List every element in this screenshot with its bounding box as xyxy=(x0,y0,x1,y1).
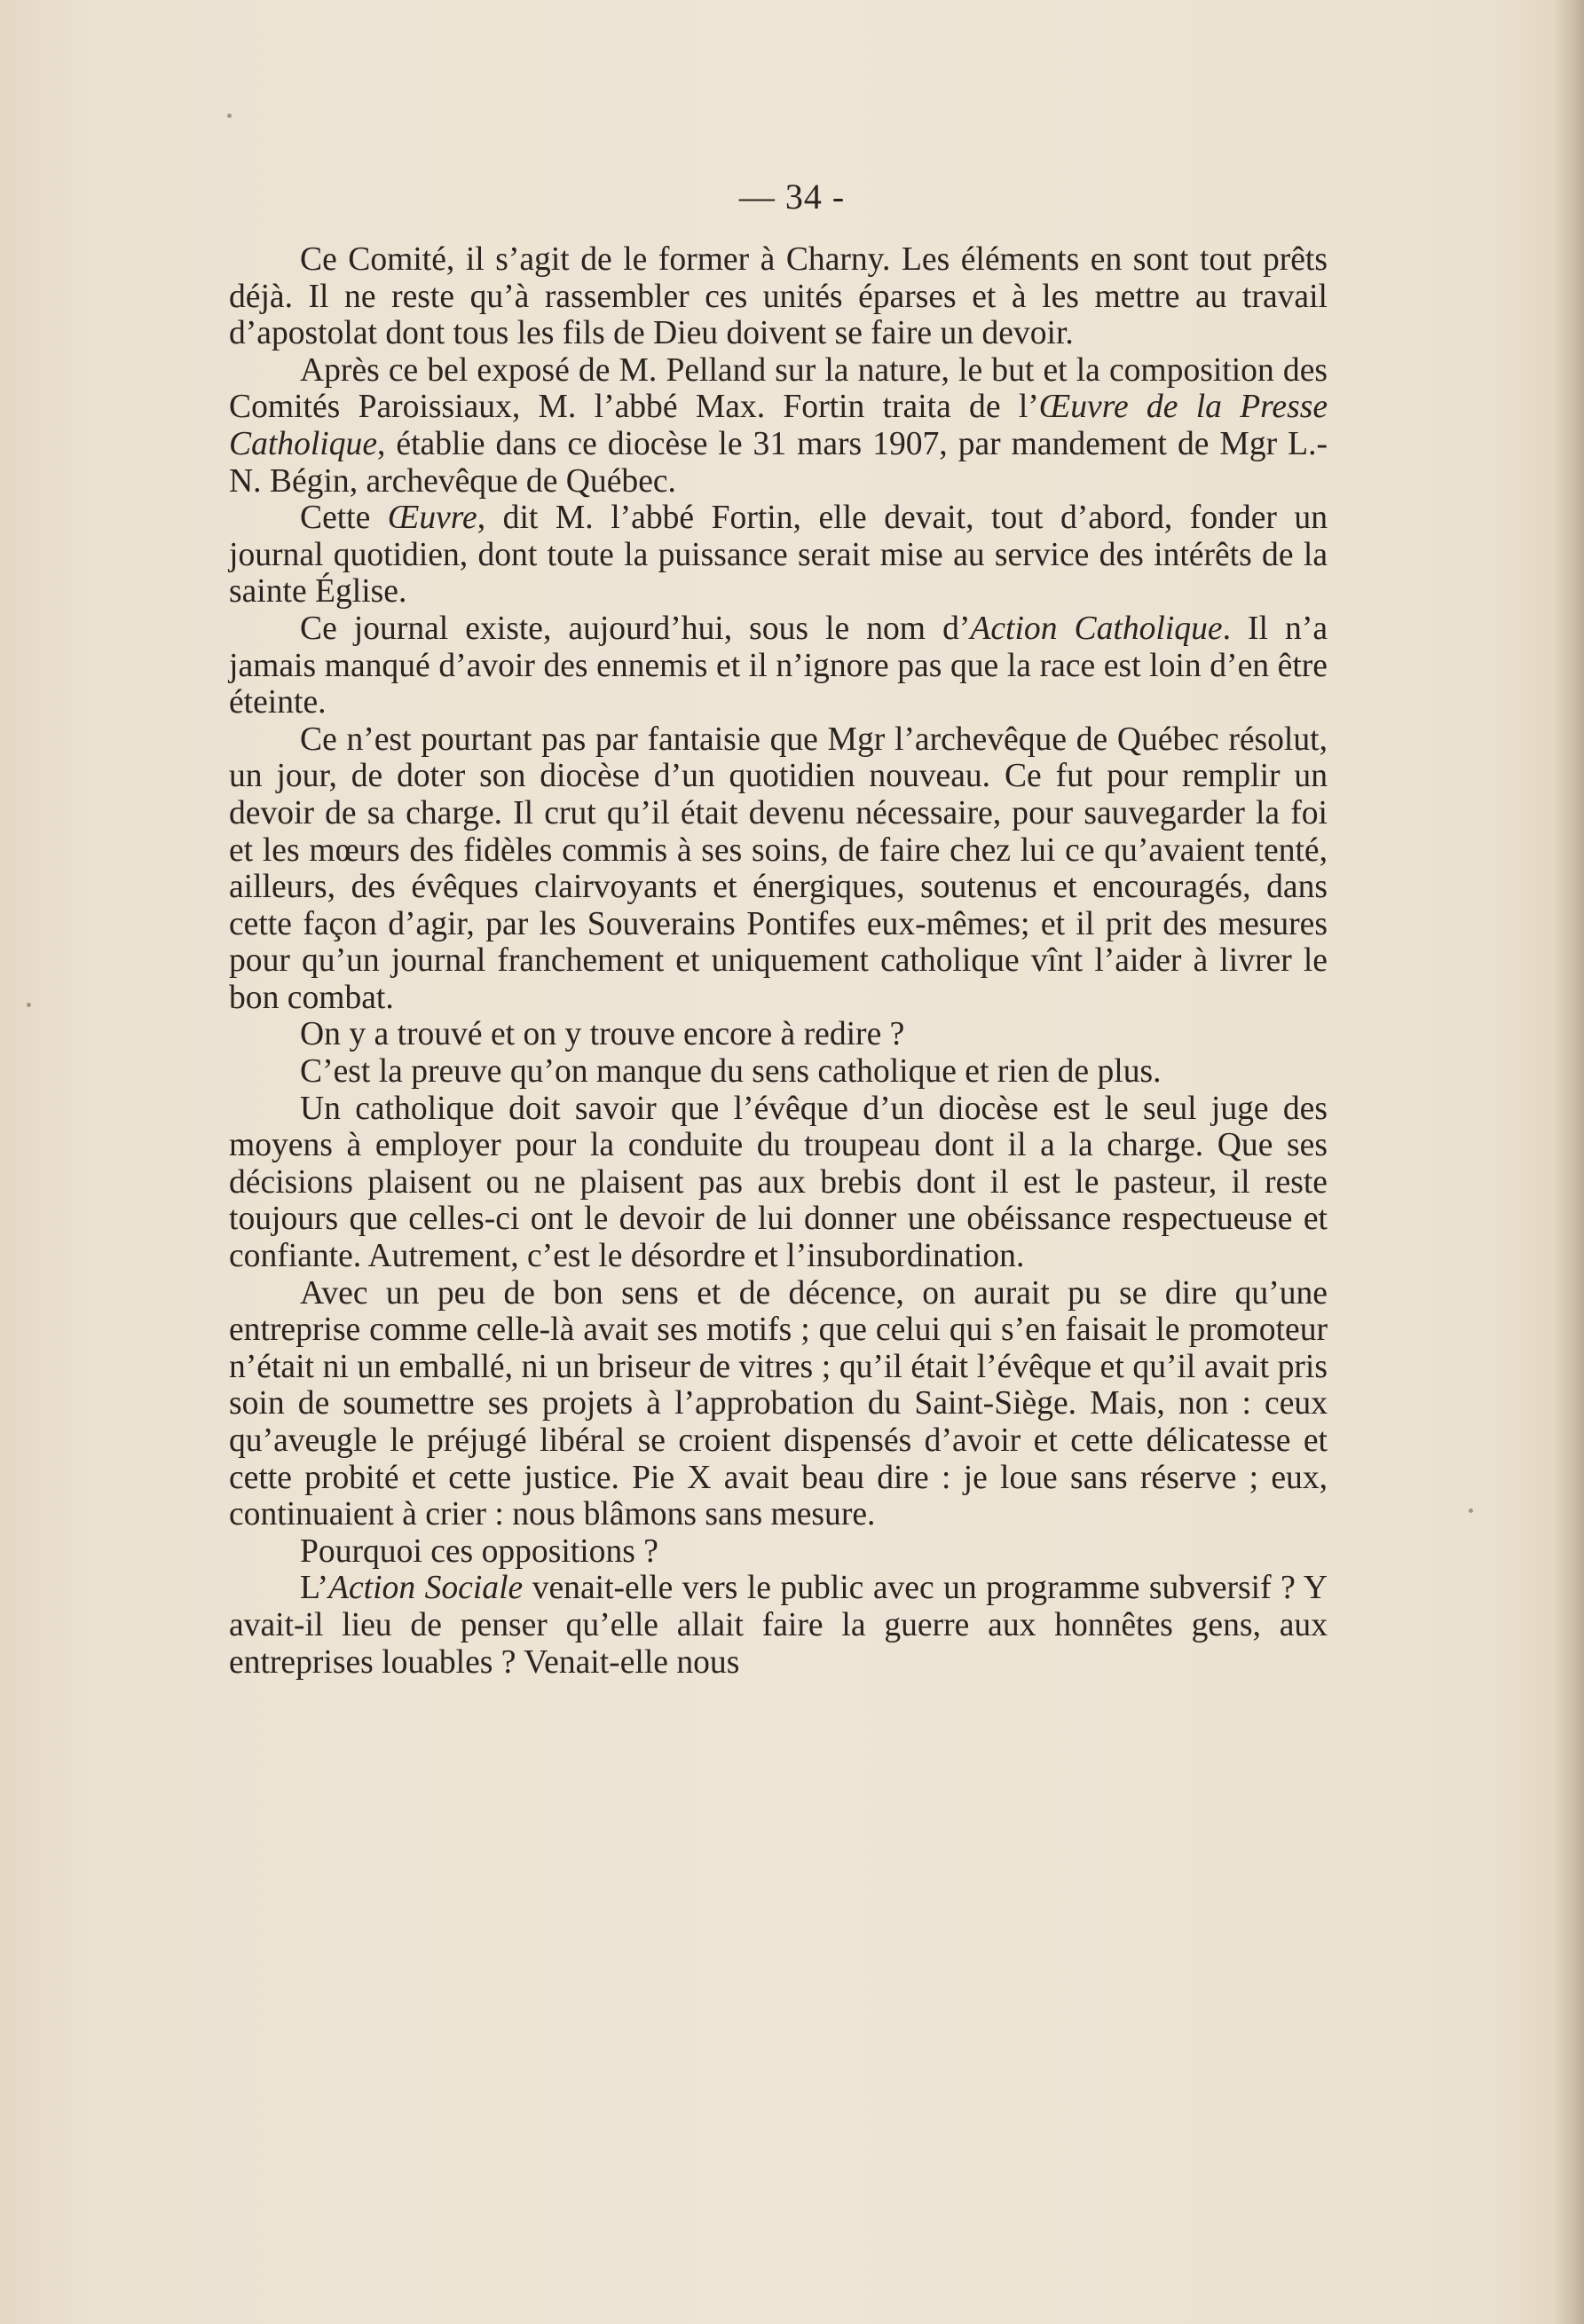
text-run: Cette xyxy=(300,500,388,537)
paragraph xyxy=(229,500,1328,611)
text-run: Avec un peu de bon sens et de décence, on aurait pu se dire qu’une entreprise comme celle-là avait ses motifs ; que celui qui s’en faisait le promoteur n’était ni un emballé, ni un briseur de vitres ; qu’il était l’évêque et qu’il avait pris soin de soumettre ses projets à l’approbation du Saint-Siège. Mais, non : ceux qu’aveugle le préjugé libéral se croient dispensés d’avoir et cette délicatesse et cette probité et cette justice. Pie X avait beau dire : je loue sans réserve ; eux, continuaient à crier : nous blâmons sans mesure. xyxy=(229,1274,1328,1533)
text-run: L’ xyxy=(300,1570,329,1607)
text-run: C’est la preuve qu’on manque du sens catholique et rien de plus. xyxy=(300,1053,1162,1091)
italic-title: Œuvre de la Presse Catholique xyxy=(229,389,1328,462)
italic-title: Action Sociale xyxy=(328,1570,524,1607)
paragraph xyxy=(229,721,1328,1017)
paragraph xyxy=(229,1053,1328,1091)
italic-title: Œuvre xyxy=(387,500,477,537)
paragraph xyxy=(229,1016,1328,1053)
paragraph xyxy=(229,1091,1328,1275)
text-run: , établie dans ce diocèse le 31 mars 1907, par mandement de Mgr L.-N. Bégin, archevêque de Québec. xyxy=(229,425,1328,500)
text-run: Ce journal existe, aujourd’hui, sous le nom d’ xyxy=(300,610,971,647)
body-text xyxy=(229,241,1328,1681)
paper-speck xyxy=(27,1003,31,1007)
paper-speck xyxy=(1469,1509,1473,1513)
text-run: Après ce bel exposé de M. Pelland sur la nature, le but et la composition des Comités Paroissiaux, M. l’abbé Max. Fortin traita de l’ xyxy=(229,351,1328,426)
text-run: Un catholique doit savoir que l’évêque d’un diocèse est le seul juge des moyens à employer pour la conduite du troupeau dont il a la charge. Que ses décisions plaisent ou ne plaisent pas aux brebis dont il est le pasteur, il reste toujours que celles-ci ont le devoir de lui donner une obéissance respectueuse et confiante. Autrement, c’est le désordre et l’insubordination. xyxy=(229,1090,1328,1275)
paper-speck xyxy=(227,114,232,118)
text-run: Pourquoi ces oppositions ? xyxy=(300,1532,658,1570)
paragraph xyxy=(229,1275,1328,1533)
text-run: venait-elle vers le public avec un programme subversif ? Y avait-il lieu de penser qu’elle allait faire la guerre aux honnêtes gens, aux entreprises louables ? Venait-elle nous xyxy=(229,1570,1328,1681)
paragraph xyxy=(229,352,1328,500)
page-spine-shadow xyxy=(1554,0,1584,2324)
italic-title: Action Catholique xyxy=(970,610,1223,647)
text-run: Ce Comité, il s’agit de le former à Charny. Les éléments en sont tout prêts déjà. Il ne reste qu’à rassembler ces unités éparses et à les mettre au travail d’apostolat dont tous les fils de Dieu doivent se faire un devoir. xyxy=(229,241,1328,352)
paragraph xyxy=(229,1570,1328,1681)
text-run: Ce n’est pourtant pas par fantaisie que Mgr l’archevêque de Québec résolut, un jour, de doter son diocèse d’un quotidien nouveau. Ce fut pour remplir un devoir de sa charge. Il crut qu’il était devenu nécessaire, pour sauvegarder la foi et les mœurs des fidèles commis à ses soins, de faire chez lui ce qu’avaient tenté, ailleurs, des évêques clairvoyants et énergiques, soutenus et encouragés, dans cette façon d’agir, par les Souverains Pontifes eux-mêmes; et il prit des mesures pour qu’un journal franchement et uniquement catholique vînt l’aider à livrer le bon combat. xyxy=(229,721,1328,1016)
text-run: . Il n’a jamais manqué d’avoir des ennemis et il n’ignore pas que la race est loin d’en être éteinte. xyxy=(229,610,1328,721)
paragraph xyxy=(229,1533,1328,1571)
paragraph xyxy=(229,611,1328,721)
page-number: — 34 - xyxy=(738,177,846,217)
text-run: , dit M. l’abbé Fortin, elle devait, tout d’abord, fonder un journal quotidien, dont toute la puissance serait mise au service des intérêts de la sainte Église. xyxy=(229,500,1328,611)
text-run: On y a trouvé et on y trouve encore à redire ? xyxy=(300,1016,905,1053)
paragraph xyxy=(229,241,1328,352)
